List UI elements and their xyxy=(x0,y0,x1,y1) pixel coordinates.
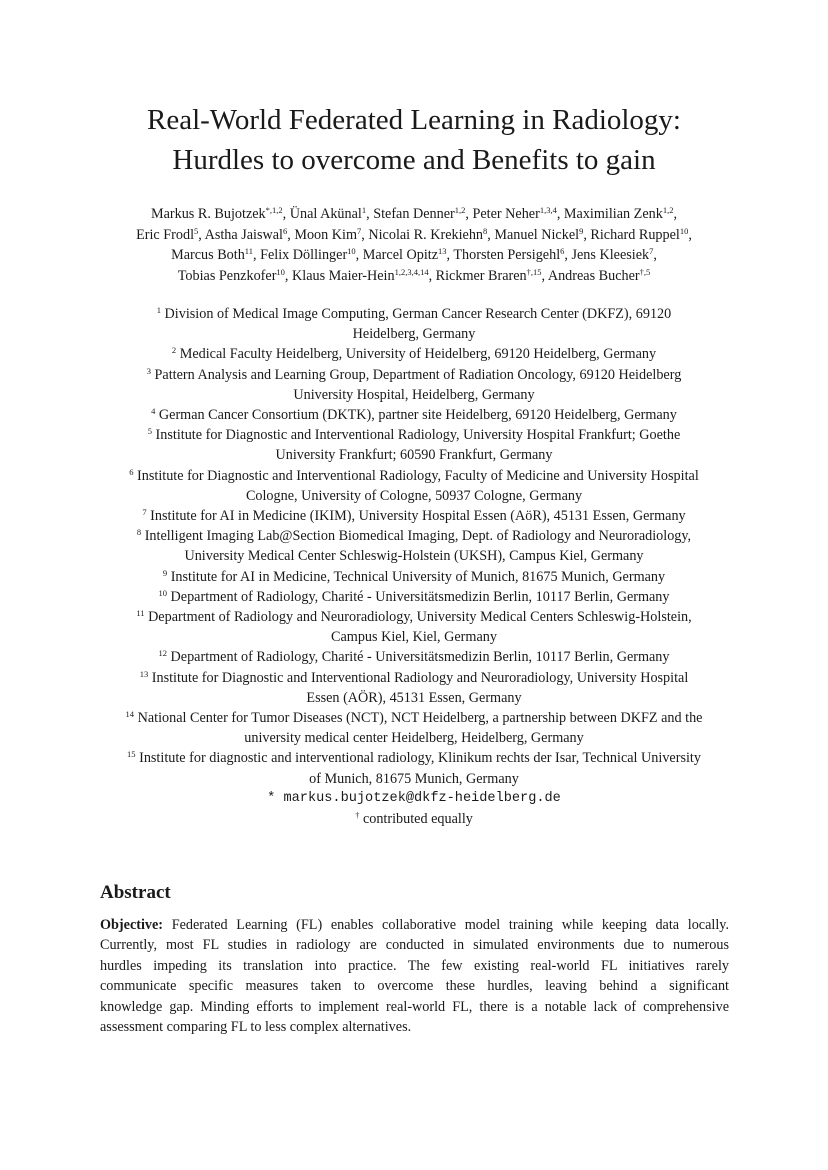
affiliation-text: Institute for Diagnostic and Interventional Radiology and Neuroradiology, University Hospital xyxy=(151,669,689,686)
affiliation-item xyxy=(60,607,768,647)
affiliation-line xyxy=(60,688,768,708)
affiliation-text: University Medical Center Schleswig-Holstein (UKSH), Campus Kiel, Germany xyxy=(184,548,644,565)
affiliation-text: Department of Radiology and Neuroradiology, University Medical Centers Schleswig-Holstein, xyxy=(148,609,692,626)
affiliation-text: Department of Radiology, Charité - Universitätsmedizin Berlin, 10117 Berlin, Germany xyxy=(170,649,670,666)
affiliation-line xyxy=(60,546,768,566)
affiliation-list xyxy=(60,304,768,789)
abstract-objective-label: Objective: xyxy=(100,917,164,933)
author-name: Thorsten Persigehl xyxy=(453,247,561,264)
author-separator: , xyxy=(428,268,436,285)
affiliation-item xyxy=(60,647,768,667)
affiliation-line xyxy=(60,506,768,526)
correspondence-line xyxy=(60,789,768,809)
abstract-line xyxy=(100,935,729,955)
affiliation-text: Institute for Diagnostic and Interventional Radiology, Faculty of Medicine and University Hospital xyxy=(137,467,699,484)
affiliation-line xyxy=(60,466,768,486)
author-affiliation-marker: 1 xyxy=(361,205,367,215)
affiliation-text: University Frankfurt; 60590 Frankfurt, Germany xyxy=(275,447,553,464)
author-name: Jens Kleesiek xyxy=(571,247,650,264)
title-line-1: Real-World Federated Learning in Radiology: xyxy=(146,104,681,136)
affiliation-line xyxy=(60,385,768,405)
affiliation-text: of Munich, 81675 Munich, Germany xyxy=(309,770,519,787)
affiliation-block xyxy=(60,304,768,829)
abstract-text: Currently, most FL studies in radiology are conducted in simulated environments due to numerous xyxy=(100,937,729,954)
affiliation-line xyxy=(60,728,768,748)
correspondence-email[interactable]: markus.bujotzek@dkfz-heidelberg.de xyxy=(283,790,561,806)
affiliation-text: Essen (AÖR), 45131 Essen, Germany xyxy=(306,689,522,706)
affiliation-line xyxy=(60,365,768,385)
affiliation-number: 1 xyxy=(156,305,161,315)
author-separator: , xyxy=(583,226,591,243)
author-separator: , xyxy=(284,268,293,285)
author-name: Felix Döllinger xyxy=(260,247,348,264)
author-line xyxy=(80,245,748,266)
author-line xyxy=(80,204,748,225)
affiliation-text: Institute for diagnostic and interventional radiology, Klinikum rechts der Isar, Technical University xyxy=(139,750,701,767)
author-affiliation-marker: 1,2 xyxy=(454,205,466,215)
author-separator: , xyxy=(688,226,692,243)
paper-title xyxy=(60,100,768,180)
author-affiliation-marker: *,1,2 xyxy=(265,205,283,215)
affiliation-text: German Cancer Consortium (DKTK), partner site Heidelberg, 69120 Heidelberg, Germany xyxy=(158,407,677,424)
author-separator: , xyxy=(287,226,295,243)
affiliation-text: university medical center Heidelberg, Heidelberg, Germany xyxy=(244,730,584,747)
affiliation-item xyxy=(60,365,768,405)
affiliation-line xyxy=(60,668,768,688)
affiliation-line xyxy=(60,526,768,546)
affiliation-line xyxy=(60,748,768,768)
affiliation-line xyxy=(60,304,768,324)
author-affiliation-marker: †,5 xyxy=(639,267,651,278)
author-name: Rickmer Braren xyxy=(435,268,527,285)
author-separator: , xyxy=(673,206,677,222)
affiliation-item xyxy=(60,466,768,506)
affiliation-text: University Hospital, Heidelberg, Germany xyxy=(293,386,535,403)
affiliation-line xyxy=(60,567,768,587)
affiliation-number: 10 xyxy=(158,587,167,598)
affiliation-number: 12 xyxy=(158,648,167,659)
contribution-marker: † xyxy=(355,810,360,821)
author-affiliation-marker: 10 xyxy=(276,267,285,278)
affiliation-number: 13 xyxy=(139,668,149,679)
abstract-text: hurdles impeding its translation into practice. The few existing real-world FL initiatives rarely xyxy=(100,957,729,974)
author-separator: , xyxy=(366,206,374,222)
author-line xyxy=(80,225,748,246)
affiliation-item xyxy=(60,344,768,364)
author-name: Tobias Penzkofer xyxy=(177,268,277,285)
affiliation-text: Medical Faculty Heidelberg, University of Heidelberg, 69120 Heidelberg, Germany xyxy=(179,346,657,363)
author-separator: , xyxy=(487,226,495,243)
affiliation-item xyxy=(60,748,768,788)
author-separator: , xyxy=(541,268,548,285)
author-name: Marcel Opitz xyxy=(362,247,439,264)
author-affiliation-marker: 6 xyxy=(283,225,288,236)
author-affiliation-marker: 5 xyxy=(194,225,199,236)
abstract-line xyxy=(100,915,729,935)
affiliation-text: National Center for Tumor Diseases (NCT), NCT Heidelberg, a partnership between DKFZ and the xyxy=(137,710,703,727)
affiliation-item xyxy=(60,587,768,607)
affiliation-line xyxy=(60,769,768,789)
affiliation-line xyxy=(60,445,768,465)
affiliation-number: 5 xyxy=(147,426,152,437)
affiliation-item xyxy=(60,567,768,587)
affiliation-number: 4 xyxy=(151,406,156,417)
affiliation-number: 14 xyxy=(125,709,135,720)
affiliation-item xyxy=(60,708,768,748)
abstract-line xyxy=(100,1017,729,1037)
affiliation-line xyxy=(60,627,768,647)
abstract-line xyxy=(100,976,729,996)
affiliation-text: Division of Medical Image Computing, German Cancer Research Center (DKFZ), 69120 xyxy=(164,306,672,322)
affiliation-item xyxy=(60,304,768,344)
affiliation-number: 15 xyxy=(127,749,136,760)
affiliation-line xyxy=(60,324,768,344)
author-affiliation-marker: 7 xyxy=(357,225,362,236)
affiliation-line xyxy=(60,344,768,364)
affiliation-number: 6 xyxy=(129,466,134,477)
author-affiliation-marker: 6 xyxy=(560,246,565,257)
title-line-2: Hurdles to overcome and Benefits to gain xyxy=(172,144,656,176)
author-separator: , xyxy=(361,226,369,243)
affiliation-number: 7 xyxy=(142,507,147,518)
affiliation-line xyxy=(60,405,768,425)
author-affiliation-marker: 9 xyxy=(579,225,584,236)
abstract-body xyxy=(100,915,729,1037)
affiliation-line xyxy=(60,647,768,667)
author-affiliation-marker: 13 xyxy=(438,246,447,257)
author-name: Stefan Denner xyxy=(373,206,455,222)
author-name: Richard Ruppel xyxy=(590,226,680,243)
author-name: Manuel Nickel xyxy=(494,226,580,243)
affiliation-text: Institute for AI in Medicine, Technical University of Munich, 81675 Munich, Germany xyxy=(170,568,666,585)
affiliation-text: Campus Kiel, Kiel, Germany xyxy=(331,629,497,646)
affiliation-number: 9 xyxy=(162,567,168,578)
affiliation-text: Intelligent Imaging Lab@Section Biomedical Imaging, Dept. of Radiology and Neuroradiology, xyxy=(144,528,692,545)
affiliation-line xyxy=(60,486,768,506)
author-affiliation-marker: 1,2,3,4,14 xyxy=(394,267,429,278)
author-separator: , xyxy=(653,247,657,264)
affiliation-item xyxy=(60,425,768,465)
author-separator: , xyxy=(198,226,205,243)
affiliation-text: Cologne, University of Cologne, 50937 Cologne, Germany xyxy=(245,487,583,504)
author-separator: , xyxy=(465,206,473,222)
author-name: Marcus Both xyxy=(171,247,245,264)
author-separator: , xyxy=(282,206,290,222)
author-separator: , xyxy=(252,247,261,264)
abstract-heading: Abstract xyxy=(100,882,171,903)
author-name: Ünal Akünal xyxy=(289,206,362,222)
author-affiliation-marker: 1,3,4 xyxy=(539,205,557,215)
affiliation-number: 8 xyxy=(136,527,142,538)
author-separator: , xyxy=(446,247,454,264)
contribution-note xyxy=(60,809,768,829)
affiliation-item xyxy=(60,405,768,425)
author-affiliation-marker: 1,2 xyxy=(662,205,674,215)
abstract-text: knowledge gap. Minding efforts to implement real-world FL, there is a notable lack of comprehensive xyxy=(100,998,729,1015)
abstract-text: communicate specific measures taken to overcome these hurdles, leaving behind a significant xyxy=(100,978,729,995)
author-name: Maximilian Zenk xyxy=(563,206,663,222)
affiliation-line xyxy=(60,607,768,627)
author-list xyxy=(80,204,748,287)
author-affiliation-marker: 10 xyxy=(347,246,356,257)
author-name: Klaus Maier-Hein xyxy=(292,268,395,285)
correspondence-marker: * xyxy=(267,790,276,806)
contribution-text: contributed equally xyxy=(362,811,473,828)
author-name: Andreas Bucher xyxy=(547,268,640,285)
author-line xyxy=(80,266,748,287)
affiliation-item xyxy=(60,526,768,566)
author-separator: , xyxy=(355,247,363,264)
affiliation-line xyxy=(60,708,768,728)
author-name: Peter Neher xyxy=(472,206,540,222)
abstract-text: assessment comparing FL to less complex alternatives. xyxy=(100,1019,412,1036)
author-separator: , xyxy=(556,206,564,222)
affiliation-text: Institute for AI in Medicine (IKIM), University Hospital Essen (AöR), 45131 Essen, Germany xyxy=(150,508,686,525)
author-name: Moon Kim xyxy=(294,226,358,243)
author-affiliation-marker: †,15 xyxy=(526,267,542,278)
affiliation-number: 3 xyxy=(146,365,151,376)
affiliation-number: 11 xyxy=(136,608,145,619)
affiliation-text: Heidelberg, Germany xyxy=(352,326,476,343)
affiliation-text: Department of Radiology, Charité - Universitätsmedizin Berlin, 10117 Berlin, Germany xyxy=(170,588,670,605)
abstract-line xyxy=(100,997,729,1017)
author-affiliation-marker: 10 xyxy=(679,225,689,236)
author-separator: , xyxy=(564,247,572,264)
abstract-text: Federated Learning (FL) enables collaborative model training while keeping data locally. xyxy=(163,917,729,933)
affiliation-number: 2 xyxy=(171,345,177,356)
affiliation-item xyxy=(60,668,768,708)
author-name: Nicolai R. Krekiehn xyxy=(368,226,484,243)
author-name: Astha Jaiswal xyxy=(204,226,283,243)
author-name: Eric Frodl xyxy=(136,226,195,243)
affiliation-line xyxy=(60,587,768,607)
affiliation-line xyxy=(60,425,768,445)
affiliation-text: Pattern Analysis and Learning Group, Department of Radiation Oncology, 69120 Heidelberg xyxy=(154,366,682,383)
affiliation-item xyxy=(60,506,768,526)
author-affiliation-marker: 8 xyxy=(483,225,488,236)
author-affiliation-marker: 11 xyxy=(244,246,253,257)
author-name: Markus R. Bujotzek xyxy=(150,206,266,222)
author-affiliation-marker: 7 xyxy=(649,246,654,257)
affiliation-text: Institute for Diagnostic and Interventional Radiology, University Hospital Frankfurt; Goethe xyxy=(155,427,681,444)
abstract-line xyxy=(100,956,729,976)
